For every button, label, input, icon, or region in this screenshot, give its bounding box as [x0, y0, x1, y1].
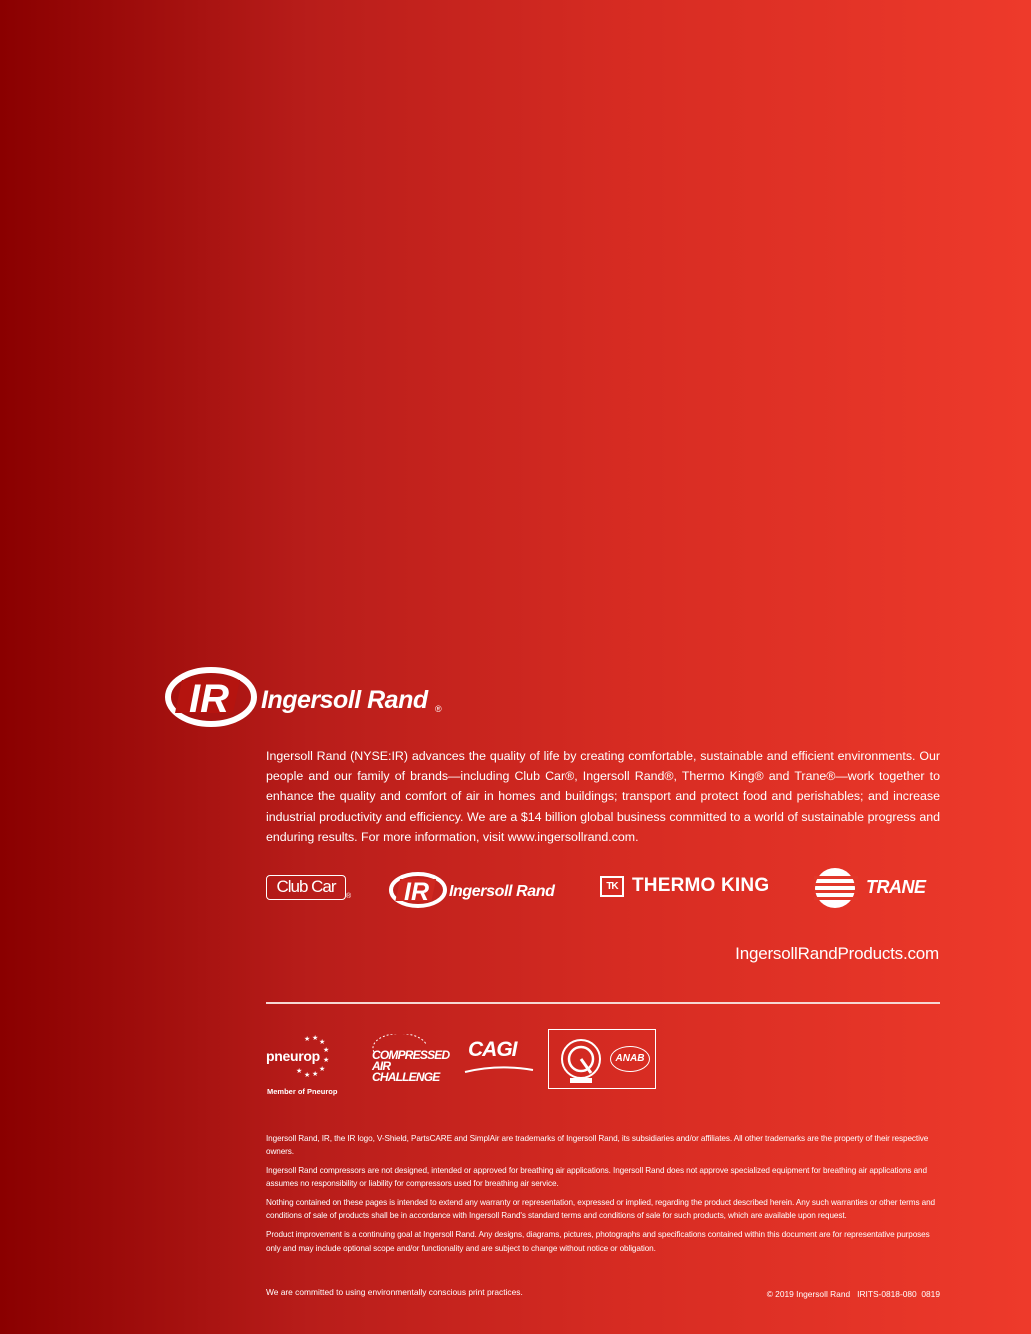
anab-seal: ANAB — [610, 1046, 650, 1072]
compressed-air-challenge-logo — [370, 1034, 460, 1084]
logo-registered-mark: ® — [435, 704, 442, 714]
trane-globe-icon — [814, 867, 858, 909]
ir-monogram-icon — [165, 666, 261, 728]
thermo-king-wordmark: THERMO KING — [632, 875, 770, 896]
ingersoll-rand-brand-wordmark: Ingersoll Rand — [449, 883, 555, 900]
svg-text:★: ★ — [312, 1034, 319, 1042]
legal-trademarks: Ingersoll Rand, IR, the IR logo, V-Shield, PartsCARE and SimplAir are trademarks of Ingersoll Rand, its subsidiaries and/or affiliates. All other trademarks are the property of their respective owners. — [266, 1134, 929, 1157]
pneurop-logo — [266, 1032, 342, 1096]
logo-wordmark: Ingersoll Rand — [261, 686, 428, 714]
ingersoll-rand-brand-logo — [388, 870, 568, 910]
legal-notices — [266, 1132, 942, 1260]
club-car-logo: Club Car — [266, 875, 346, 900]
company-description: Ingersoll Rand (NYSE:IR) advances the quality of life by creating comfortable, sustainable and efficient environments. Our people and our family of brands—including Club Car®, Ingersoll Rand®, Thermo King® and Trane®—work together to enhance the quality and comfort of air in homes and buildings; transport and protect food and perishables; and increase industrial productivity and efficiency. We are a $14 billion global business committed to a world of sustainable progress and enduring results. For more information, visit www.ingersollrand.com. — [266, 749, 940, 844]
pneurop-wordmark: pneurop — [266, 1048, 320, 1064]
legal-product-improvement: Product improvement is a continuing goal at Ingersoll Rand. Any designs, diagrams, pictures, photographs and specifications contained within this document are for representative purposes only and may include optional scope and/or functionality and are subject to change without notice or obligation. — [266, 1230, 930, 1253]
svg-text:★: ★ — [323, 1056, 330, 1064]
copyright-code: © 2019 Ingersoll Rand IRITS-0818-080 0819 — [766, 1289, 940, 1299]
website-link[interactable]: IngersollRandProducts.com — [735, 944, 939, 963]
pneurop-caption: Member of Pneurop — [267, 1087, 338, 1096]
quality-registrar-seal-icon — [553, 1031, 609, 1087]
svg-text:★: ★ — [319, 1065, 326, 1073]
thermo-king-logo — [600, 875, 780, 899]
ir-monogram-text: IR — [189, 677, 229, 721]
legal-warranty: Nothing contained on these pages is intended to extend any warranty or representation, expressed or implied, regarding the product described herein. Any such warranties or other terms and conditions of sale of products shall be in accordance with Ingersoll Rand's standard terms and conditions of sale for such products, which are available upon request. — [266, 1198, 935, 1221]
svg-text:★: ★ — [304, 1035, 311, 1043]
svg-text:★: ★ — [312, 1070, 319, 1078]
cac-line-2: CHALLENGE — [372, 1070, 440, 1084]
cagi-swoosh-icon — [463, 1062, 535, 1076]
trane-wordmark: TRANE — [866, 877, 926, 897]
cac-wordmark — [372, 1050, 460, 1083]
certification-box — [548, 1029, 656, 1089]
cagi-logo — [463, 1038, 535, 1076]
thermo-king-icon: TK — [600, 876, 624, 897]
svg-text:★: ★ — [296, 1067, 303, 1075]
svg-text:★: ★ — [304, 1071, 311, 1079]
ingersoll-rand-logo — [165, 666, 455, 728]
section-divider — [266, 1002, 940, 1004]
legal-breathing-air: Ingersoll Rand compressors are not designed, intended or approved for breathing air applications. Ingersoll Rand does not approve specialized equipment for breathing air applications and assumes no responsibility or liability for compressors used for breathing air service. — [266, 1166, 927, 1189]
ir-small-monogram-text: IR — [404, 878, 429, 906]
svg-text:★: ★ — [319, 1038, 326, 1046]
svg-text:★: ★ — [323, 1046, 330, 1054]
club-car-registered-mark: ® — [346, 893, 352, 900]
cac-line-1: COMPRESSED AIR — [372, 1048, 450, 1073]
trane-logo — [814, 867, 940, 909]
print-practices-note: We are committed to using environmentally conscious print practices. — [266, 1287, 523, 1297]
ir-small-monogram-icon — [388, 870, 450, 910]
cagi-wordmark: CAGI — [468, 1038, 517, 1061]
